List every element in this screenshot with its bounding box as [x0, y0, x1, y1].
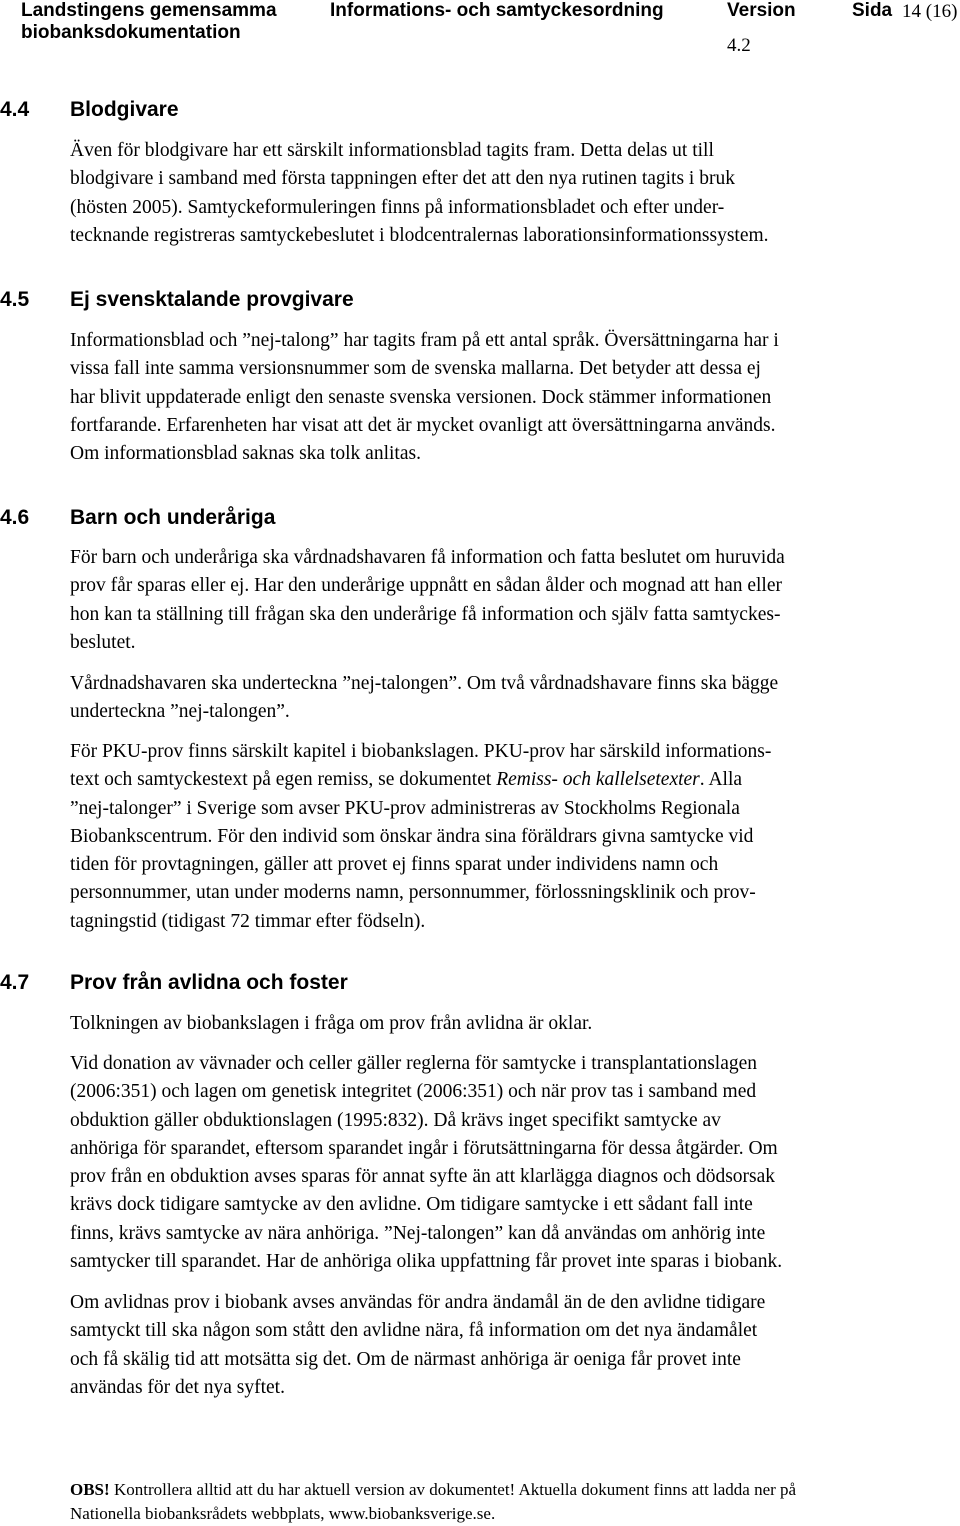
paragraph-4-7-1	[70, 1010, 950, 1038]
text-line: beslutet.	[70, 631, 136, 653]
section-number-4-5: 4.5	[0, 288, 30, 311]
paragraph-4-6-1	[70, 544, 950, 657]
header-doc-title: Informations- och samtyckesordning	[330, 0, 664, 21]
section-number-4-7: 4.7	[0, 971, 30, 994]
text-line: Biobankscentrum. För den individ som önskar ändra sina föräldrars givna samtycke vid	[70, 825, 754, 847]
footer-line-2: Nationella biobanksrådets webbplats, www.biobanksverige.se.	[70, 1504, 496, 1523]
text-line: obduktion gäller obduktionslagen (1995:832). Då krävs inget specifikt samtycke av	[70, 1109, 721, 1131]
section-number-4-4: 4.4	[0, 98, 30, 121]
text-line: och få skälig tid att motsätta sig det. Om de närmast anhöriga är oeniga får provet inte	[70, 1348, 741, 1370]
text-line: Även för blodgivare har ett särskilt informationsblad tagits fram. Detta delas ut till	[70, 140, 714, 161]
text-line: användas för det nya syftet.	[70, 1376, 285, 1398]
text-line: samtycker till sparandet. Har de anhöriga olika uppfattning får provet inte sparas i biobank.	[70, 1251, 783, 1273]
text-line: prov får sparas eller ej. Har den underårige uppnått en sådan ålder och mognad att han eller	[70, 575, 782, 597]
header-org-line1: Landstingens gemensamma	[21, 0, 277, 21]
text-line: För barn och underåriga ska vårdnadshavaren få information och fatta beslutet om huruvida	[70, 547, 785, 568]
paragraph-4-6-2	[70, 670, 950, 727]
text-line: (2006:351) och lagen om genetisk integritet (2006:351) och när prov tas i samband med	[70, 1081, 757, 1103]
header-page-value: 14 (16)	[902, 1, 958, 22]
text-line: (hösten 2005). Samtyckeformuleringen finns på informationsbladet och efter under-	[70, 196, 725, 218]
text-line: hon kan ta ställning till frågan ska den underårige få information och själv fatta samtyckes-	[70, 603, 781, 625]
header-version-label: Version	[727, 0, 796, 21]
text-line: Vårdnadshavaren ska underteckna ”nej-talongen”. Om två vårdnadshavare finns ska bägge	[70, 673, 779, 694]
text-line: tagningstid (tidigast 72 timmar efter födseln).	[70, 910, 426, 932]
text-line: Om informationsblad saknas ska tolk anlitas.	[70, 443, 421, 465]
section-title-avlidna: Prov från avlidna och foster	[70, 971, 348, 994]
section-title-ej-svensktalande: Ej svensktalande provgivare	[70, 288, 354, 311]
text-line	[70, 766, 950, 794]
text-line: tiden för provtagningen, gäller att provet ej finns sparat under individens namn och	[70, 854, 719, 876]
footer-notice: Kontrollera alltid att du har aktuell version av dokumentet! Aktuella dokument finns att ladda ner på	[109, 1480, 797, 1499]
text-line: Om avlidnas prov i biobank avses användas för andra ändamål än de den avlidne tidigare	[70, 1292, 766, 1313]
header-org-line2: biobanksdokumentation	[21, 22, 241, 43]
section-title-blodgivare: Blodgivare	[70, 98, 179, 121]
text-segment: . Alla	[699, 769, 743, 791]
text-line: Tolkningen av biobankslagen i fråga om prov från avlidna är oklar.	[70, 1013, 593, 1034]
text-line: anhöriga för sparandet, eftersom sparandet ingår i förutsättningarna för dessa åtgärder. Om	[70, 1137, 778, 1159]
text-line: fortfarande. Erfarenheten har visat att det är mycket ovanligt att översättningarna används.	[70, 414, 776, 436]
section-title-barn: Barn och underåriga	[70, 506, 276, 529]
text-line: tecknande registreras samtyckebeslutet i blodcentralernas laborationsinformationssystem.	[70, 224, 769, 246]
paragraph-4-6-3	[70, 738, 950, 936]
section-number-4-6: 4.6	[0, 506, 30, 529]
text-line: Informationsblad och ”nej-talong” har tagits fram på ett antal språk. Översättningarna har i	[70, 330, 779, 351]
page-footer	[70, 1478, 950, 1526]
text-line: För PKU-prov finns särskilt kapitel i biobankslagen. PKU-prov har särskild informations-	[70, 741, 772, 762]
text-line: personnummer, utan under moderns namn, personnummer, förlossningsklinik och prov-	[70, 882, 756, 904]
text-line: Vid donation av vävnader och celler gäller reglerna för samtycke i transplantationslagen	[70, 1053, 758, 1074]
paragraph-4-7-3	[70, 1289, 950, 1402]
header-page-label: Sida	[852, 0, 893, 21]
text-line: finns, krävs samtycke av nära anhöriga. ”Nej-talongen” kan då användas om anhörig inte	[70, 1222, 766, 1244]
paragraph-4-5	[70, 327, 950, 468]
paragraph-4-4	[70, 137, 950, 250]
header-version-number: 4.2	[727, 35, 751, 56]
text-line: har blivit uppdaterade enligt den senaste svenska versionen. Dock stämmer informationen	[70, 386, 772, 408]
paragraph-4-7-2	[70, 1050, 950, 1276]
text-line: underteckna ”nej-talongen”.	[70, 701, 290, 723]
obs-label: OBS!	[70, 1480, 110, 1499]
footer-line-1	[70, 1478, 950, 1502]
document-reference: Remiss- och kallelsetexter	[496, 769, 700, 791]
text-line: krävs dock tidigare samtycke av den avlidne. Om tidigare samtycke i ett sådant fall inte	[70, 1194, 753, 1216]
text-segment: text och samtyckestext på egen remiss, se dokumentet	[70, 769, 497, 791]
text-line: samtyckt till ska någon som stått den avlidne nära, få information om det nya ändamålet	[70, 1320, 758, 1342]
text-line: prov från en obduktion avses sparas för annat syfte än att klarlägga diagnos och dödsorsak	[70, 1166, 776, 1188]
text-line: blodgivare i samband med första tappningen efter det att den nya rutinen tagits i bruk	[70, 168, 735, 190]
text-line: ”nej-talonger” i Sverige som avser PKU-prov administreras av Stockholms Regionala	[70, 797, 740, 819]
text-line: vissa fall inte samma versionsnummer som de svenska mallarna. Det betyder att dessa ej	[70, 358, 761, 380]
